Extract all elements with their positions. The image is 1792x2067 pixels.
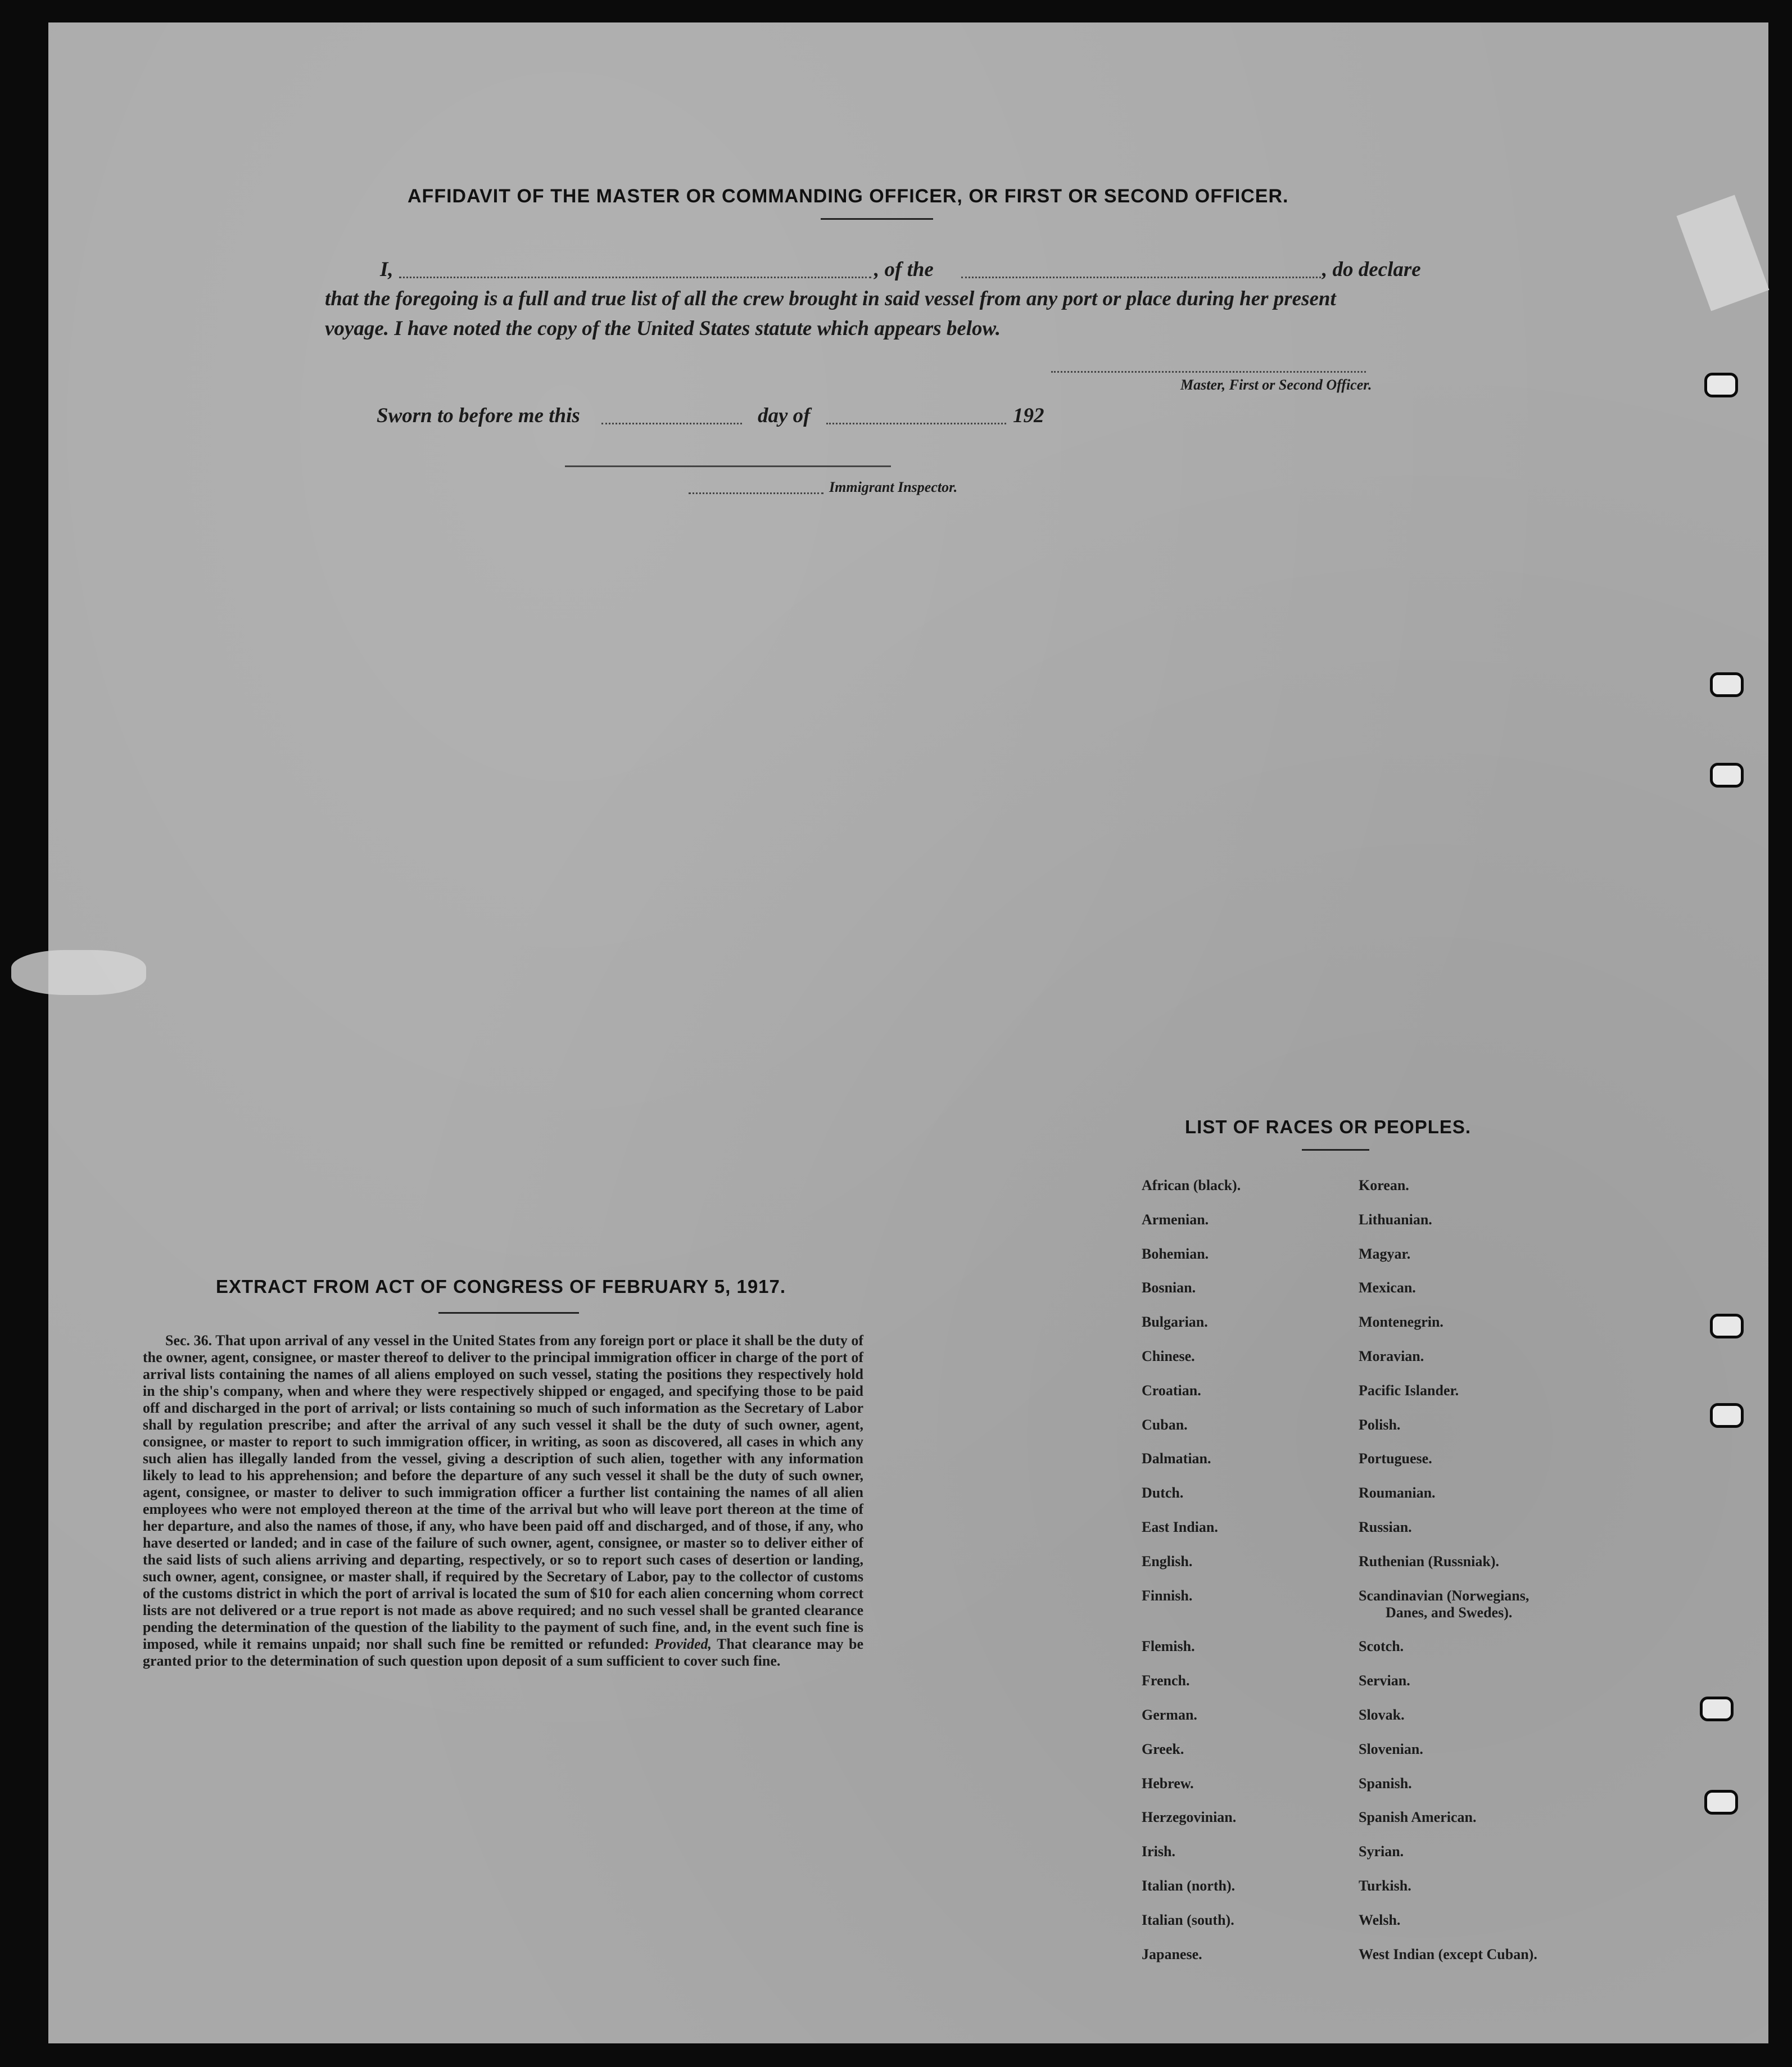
race-item: Italian (north). (1142, 1878, 1236, 1894)
statute-text (143, 1332, 863, 1670)
race-item: Dalmatian. (1142, 1450, 1211, 1467)
race-item: Italian (south). (1142, 1911, 1234, 1928)
race-item: Spanish. (1359, 1775, 1412, 1792)
day-blank (601, 423, 742, 424)
race-item: Syrian. (1359, 1843, 1404, 1860)
race-item: East Indian. (1142, 1519, 1218, 1535)
sworn-year: 192 (1013, 404, 1044, 427)
affidavit-line1-mid: , of the (874, 258, 934, 281)
race-item: Welsh. (1359, 1911, 1401, 1928)
affidavit-line1-start: I, (380, 258, 393, 281)
section-label: Sec. 36. (165, 1332, 212, 1349)
races-title: LIST OF RACES OR PEOPLES. (1185, 1116, 1472, 1137)
provided-text: That clearance may be granted prior to the determination of such question upon deposit of a sum sufficient to cover such fine. (143, 1636, 864, 1669)
name-blank (399, 277, 871, 278)
month-blank (826, 423, 1006, 424)
sworn-start: Sworn to before me this (377, 404, 580, 427)
race-item: Portuguese. (1359, 1450, 1432, 1467)
race-item: Bosnian. (1142, 1279, 1196, 1296)
sworn-day: day of (758, 404, 811, 427)
extract-title: EXTRACT FROM ACT OF CONGRESS OF FEBRUARY 5, 1917. (216, 1276, 786, 1297)
race-item: French. (1142, 1672, 1190, 1689)
binding-ring (1710, 1314, 1744, 1338)
race-item: Croatian. (1142, 1382, 1201, 1399)
affidavit-line2: that the foregoing is a full and true list of all the crew brought in said vessel from any port or place during her present (325, 287, 1336, 310)
race-item: Slovenian. (1359, 1740, 1423, 1757)
race-item: Finnish. (1142, 1587, 1193, 1604)
race-item: Hebrew. (1142, 1775, 1194, 1792)
race-item: Ruthenian (Russniak). (1359, 1553, 1499, 1570)
race-item: Montenegrin. (1359, 1314, 1443, 1331)
race-item: Bulgarian. (1142, 1314, 1208, 1331)
race-item: Spanish American. (1359, 1809, 1477, 1826)
race-item: Polish. (1359, 1416, 1401, 1433)
race-item: West Indian (except Cuban). (1359, 1946, 1537, 1962)
races-title-rule (1302, 1149, 1369, 1151)
race-item: Mexican. (1359, 1279, 1416, 1296)
affidavit-line1-end: , do declare (1322, 258, 1421, 281)
provided-word: Provided, (654, 1636, 712, 1652)
race-item: Dutch. (1142, 1485, 1184, 1501)
binding-ring (1704, 373, 1738, 397)
race-item: Greek. (1142, 1740, 1184, 1757)
race-item: Flemish. (1142, 1638, 1195, 1655)
binding-ring (1710, 763, 1744, 788)
race-item: Russian. (1359, 1519, 1412, 1535)
race-item: English. (1142, 1553, 1193, 1570)
inspector-label: Immigrant Inspector. (829, 479, 958, 495)
inspector-signature-line (565, 465, 891, 467)
affidavit-line3: voyage. I have noted the copy of the United States statute which appears below. (325, 317, 1001, 340)
binding-ring (1700, 1697, 1734, 1721)
race-item: Slovak. (1359, 1707, 1405, 1723)
race-item: Korean. (1359, 1177, 1409, 1193)
race-item: Scotch. (1359, 1638, 1404, 1655)
signature-label: Master, First or Second Officer. (1180, 377, 1372, 393)
race-item: Armenian. (1142, 1211, 1209, 1228)
race-item: Irish. (1142, 1843, 1175, 1860)
race-item: Turkish. (1359, 1878, 1411, 1894)
affidavit-title: AFFIDAVIT OF THE MASTER OR COMMANDING OFFICER, OR FIRST OR SECOND OFFICER. (408, 186, 1289, 207)
binding-ring (1704, 1790, 1738, 1815)
extract-title-rule (438, 1312, 579, 1314)
race-item: Pacific Islander. (1359, 1382, 1459, 1399)
race-item: Scandinavian (Norwegians, (1359, 1587, 1529, 1604)
race-item: Cuban. (1142, 1416, 1188, 1433)
torn-edge (11, 950, 146, 995)
race-item: Bohemian. (1142, 1245, 1209, 1262)
race-item: Servian. (1359, 1672, 1410, 1689)
race-item: Roumanian. (1359, 1485, 1436, 1501)
race-item: German. (1142, 1707, 1197, 1723)
race-item: African (black). (1142, 1177, 1241, 1193)
race-item: Japanese. (1142, 1946, 1202, 1962)
section-body: That upon arrival of any vessel in the United States from any foreign port or place it shall be the duty of the owner, agent, consignee, or master thereof to deliver to the principal immigration officer in charge of the port of arrival lists containing the names of all aliens employed on such vessel, stating the positions they respectively hold in the ship's company, when and where they were respectively shipped or engaged, and specifying those to be paid off and discharged in the port of arrival; or lists containing so much of such information as the Secretary of Labor shall by regulation prescribe; and after the arrival of any such vessel it shall be the duty of such owner, agent, consignee, or master to report to such immigration officer, in writing, as soon as discovered, all cases in which any such alien has illegally landed from the vessel, giving a description of such alien, together with any information likely to lead to his apprehension; and before the departure of any such vessel it shall be the duty of such owner, agent, consignee, or master to deliver to such immigration officer a further list containing the names of all alien employees who were not employed thereon at the time of the arrival but who will leave port thereon at the time of her departure, and also the names of those, if any, who have been paid off and discharged, and of those, if any, who have deserted or landed; and in case of the failure of such owner, agent, consignee, or master so to deliver either of the said lists of such aliens arriving and departing, respectively, or so to report such cases of desertion or landing, such owner, agent, consignee, or master shall, if required by the Secretary of Labor, pay to the collector of customs of the customs district in which the port of arrival is located the sum of $10 for each alien concerning whom correct lists are not delivered or a true report is not made as above required; and no such vessel shall be granted clearance pending the determination of the question of the liability to the payment of such fine, and, in the event such fine is imposed, while it remains unpaid; nor shall such fine be remitted or refunded: (143, 1332, 864, 1652)
signature-blank (1051, 371, 1366, 373)
binding-ring (1710, 672, 1744, 697)
vessel-blank (961, 277, 1321, 278)
binding-ring (1710, 1403, 1744, 1428)
race-item: Magyar. (1359, 1245, 1411, 1262)
race-item: Moravian. (1359, 1348, 1424, 1364)
race-item: Chinese. (1142, 1348, 1195, 1364)
inspector-blank (689, 492, 823, 494)
affidavit-title-rule (821, 218, 933, 220)
race-item: Herzegovinian. (1142, 1809, 1237, 1826)
race-item-continuation: Danes, and Swedes). (1386, 1604, 1513, 1621)
race-item: Lithuanian. (1359, 1211, 1432, 1228)
